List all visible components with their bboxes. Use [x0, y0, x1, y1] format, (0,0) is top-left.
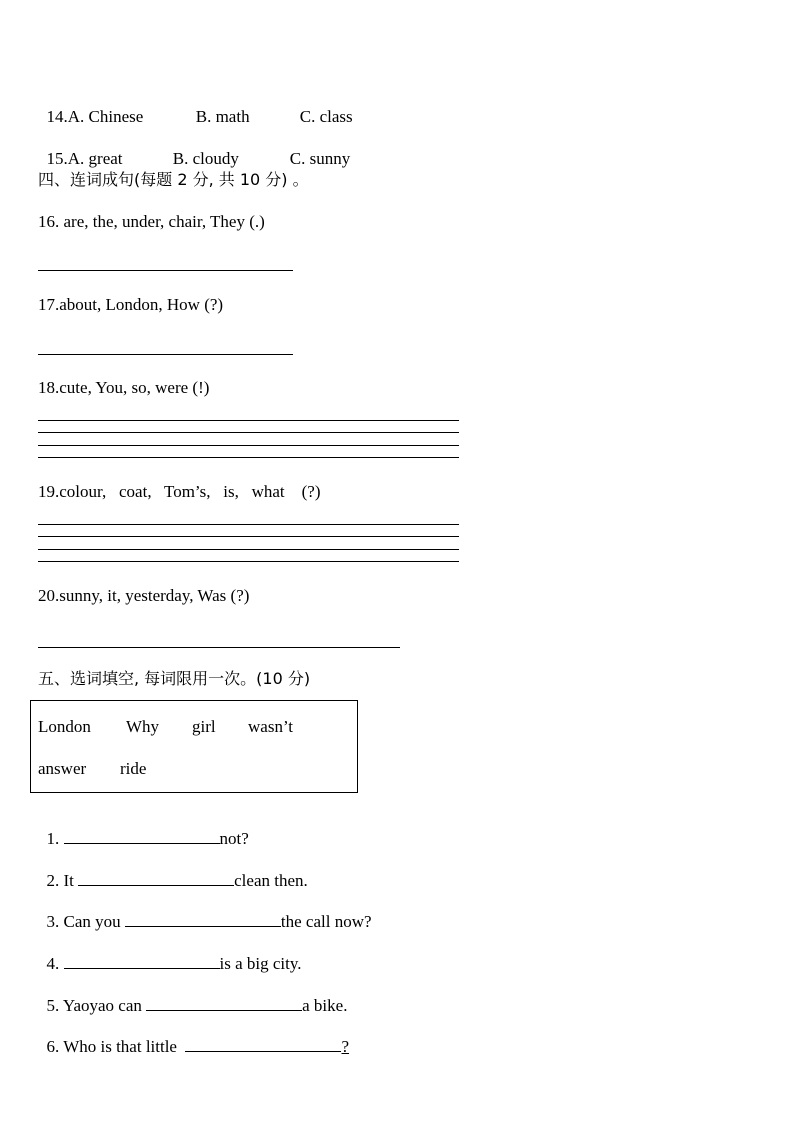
fill-blank[interactable] — [78, 868, 234, 886]
fill-item-3 — [38, 889, 372, 932]
answer-line-16[interactable] — [38, 270, 293, 271]
option-a: A. Chinese — [67, 107, 144, 126]
answer-line-18a[interactable] — [38, 420, 459, 421]
fill-blank[interactable] — [146, 993, 302, 1011]
answer-line-18d[interactable] — [38, 457, 459, 458]
fill-item-1 — [38, 806, 249, 849]
question-15 — [38, 129, 350, 169]
option-b: B. math — [195, 107, 250, 126]
word-bank-item: answer — [38, 759, 87, 778]
question-number: 15. — [46, 149, 68, 168]
fill-blank[interactable] — [64, 826, 220, 844]
fill-item-prefix: 3. Can you — [46, 912, 125, 931]
answer-line-19b[interactable] — [38, 536, 459, 537]
option-c: C. class — [299, 107, 353, 126]
answer-line-18b[interactable] — [38, 432, 459, 433]
question-17: 17.about, London, How (?) — [38, 295, 224, 314]
word-bank-item: London — [38, 717, 91, 736]
fill-blank[interactable] — [125, 909, 281, 927]
section5-heading: 五、选词填空, 每词限用一次。(10 分) — [38, 669, 311, 688]
fill-item-suffix: clean then. — [234, 871, 308, 890]
fill-item-5 — [38, 973, 347, 1016]
word-bank-item: girl — [192, 717, 216, 736]
fill-item-prefix: 2. It — [46, 871, 79, 890]
fill-item-prefix: 4. — [46, 954, 64, 973]
fill-item-prefix: 1. — [46, 829, 64, 848]
answer-line-20[interactable] — [38, 647, 400, 648]
fill-item-suffix: not? — [219, 829, 249, 848]
word-bank-item: Why — [126, 717, 160, 736]
fill-item-6 — [38, 1014, 349, 1057]
question-16: 16. are, the, under, chair, They (.) — [38, 212, 265, 231]
fill-blank[interactable] — [64, 951, 220, 969]
section4-heading: 四、连词成句(每题 2 分, 共 10 分) 。 — [38, 170, 309, 189]
word-bank-box — [30, 700, 358, 793]
fill-item-prefix: 6. Who is that little — [46, 1037, 186, 1056]
fill-item-suffix: is a big city. — [219, 954, 302, 973]
question-20: 20.sunny, it, yesterday, Was (?) — [38, 586, 250, 605]
question-number: 14. — [46, 107, 68, 126]
fill-blank[interactable] — [185, 1034, 341, 1052]
answer-line-19c[interactable] — [38, 549, 459, 550]
question-18: 18.cute, You, so, were (!) — [38, 378, 210, 397]
answer-line-18c[interactable] — [38, 445, 459, 446]
question-19: 19.colour, coat, Tom’s, is, what (?) — [38, 482, 321, 501]
word-bank-item: ride — [120, 759, 147, 778]
fill-item-4 — [38, 931, 302, 974]
option-b: B. cloudy — [172, 149, 239, 168]
option-c: C. sunny — [289, 149, 351, 168]
word-bank-item: wasn’t — [248, 717, 294, 736]
answer-line-19a[interactable] — [38, 524, 459, 525]
option-a: A. great — [67, 149, 123, 168]
fill-item-suffix: ? — [341, 1037, 350, 1056]
fill-item-prefix: 5. Yaoyao can — [46, 996, 147, 1015]
fill-item-suffix: the call now? — [280, 912, 372, 931]
fill-item-suffix: a bike. — [302, 996, 348, 1015]
question-14 — [38, 87, 353, 127]
answer-line-17[interactable] — [38, 354, 293, 355]
answer-line-19d[interactable] — [38, 561, 459, 562]
fill-item-2 — [38, 848, 308, 891]
